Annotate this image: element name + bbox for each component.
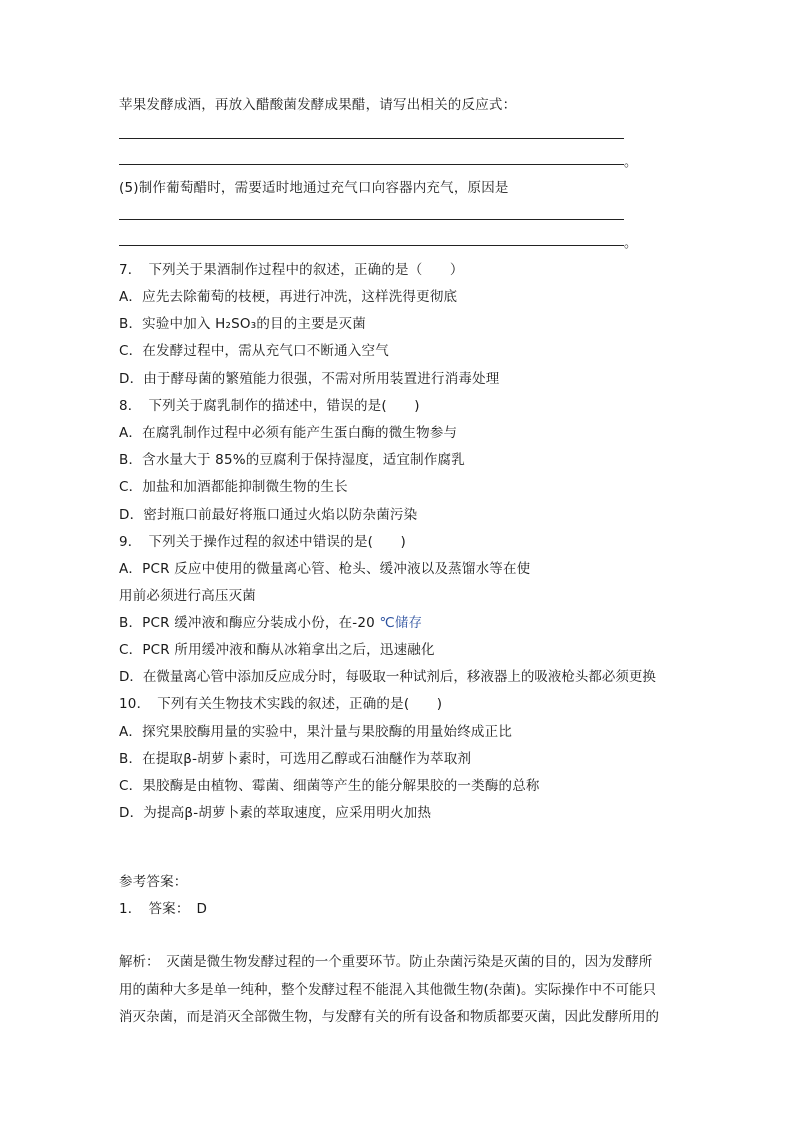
question-9-stem: 9． 下列关于操作过程的叙述中错误的是( )	[119, 534, 406, 550]
period-mark: 。	[624, 236, 638, 251]
question-6-part-5: (5)制作葡萄醋时，需要适时地通过充气口向容器内充气，原因是	[119, 180, 509, 196]
answer-line-4	[119, 245, 624, 246]
question-9-option-a-line-1: A．PCR 反应中使用的微量离心管、枪头、缓冲液以及蒸馏水等在使	[119, 561, 531, 577]
period-mark: 。	[624, 155, 638, 170]
question-10-option-b: B．在提取β-胡萝卜素时，可选用乙醇或石油醚作为萃取剂	[119, 751, 472, 767]
question-9-option-c: C．PCR 所用缓冲液和酶从冰箱拿出之后，迅速融化	[119, 642, 435, 658]
answer-1: 1． 答案： D	[119, 901, 208, 917]
question-9-option-d: D．在微量离心管中添加反应成分时，每吸取一种试剂后，移液器上的吸液枪头都必须更换	[119, 669, 656, 685]
question-7-option-c: C．在发酵过程中，需从充气口不断通入空气	[119, 343, 389, 359]
question-7-option-b: B．实验中加入 H₂SO₃的目的主要是灭菌	[119, 316, 366, 332]
answer-line-2	[119, 164, 624, 165]
answer-line-1	[119, 138, 624, 139]
question-6-intro: 苹果发酵成酒，再放入醋酸菌发酵成果醋，请写出相关的反应式：	[119, 97, 517, 113]
question-10-stem: 10． 下列有关生物技术实践的叙述，正确的是( )	[119, 696, 443, 712]
question-8-option-c: C．加盐和加酒都能抑制微生物的生长	[119, 479, 348, 495]
explanation-line-1: 解析： 灭菌是微生物发酵过程的一个重要环节。防止杂菌污染是灭菌的目的，因为发酵所	[119, 954, 653, 970]
question-10-option-a: A．探究果胶酶用量的实验中，果汁量与果胶酶的用量始终成正比	[119, 724, 513, 740]
question-7-stem: 7． 下列关于果酒制作过程中的叙述，正确的是（ ）	[119, 262, 464, 278]
question-9-option-b-temperature: ℃储存	[379, 615, 423, 631]
answer-line-3	[119, 219, 624, 220]
question-7-option-a: A．应先去除葡萄的枝梗，再进行冲洗，这样洗得更彻底	[119, 289, 458, 305]
question-7-option-d: D．由于酵母菌的繁殖能力很强，不需对所用装置进行消毒处理	[119, 371, 500, 387]
question-10-option-c: C．果胶酶是由植物、霉菌、细菌等产生的能分解果胶的一类酶的总称	[119, 778, 540, 794]
question-8-option-b: B．含水量大于 85%的豆腐利于保持湿度，适宜制作腐乳	[119, 452, 465, 468]
explanation-line-3: 消灭杂菌，而是消灭全部微生物，与发酵有关的所有设备和物质都要灭菌，因此发酵所用的	[119, 1009, 659, 1025]
question-10-option-d: D．为提高β-胡萝卜素的萃取速度，应采用明火加热	[119, 805, 432, 821]
question-9-option-a-line-2: 用前必须进行高压灭菌	[119, 588, 256, 604]
question-8-stem: 8． 下列关于腐乳制作的描述中，错误的是( )	[119, 398, 420, 414]
question-8-option-a: A．在腐乳制作过程中必须有能产生蛋白酶的微生物参与	[119, 425, 458, 441]
question-8-option-d: D．密封瓶口前最好将瓶口通过火焰以防杂菌污染	[119, 507, 418, 523]
answers-heading: 参考答案：	[119, 874, 188, 890]
explanation-line-2: 用的菌种大多是单一纯种，整个发酵过程不能混入其他微生物(杂菌)。实际操作中不可能只	[119, 982, 657, 998]
question-9-option-b-main: B．PCR 缓冲液和酶应分装成小份，在-20	[119, 615, 375, 631]
question-9-option-b	[119, 614, 422, 632]
